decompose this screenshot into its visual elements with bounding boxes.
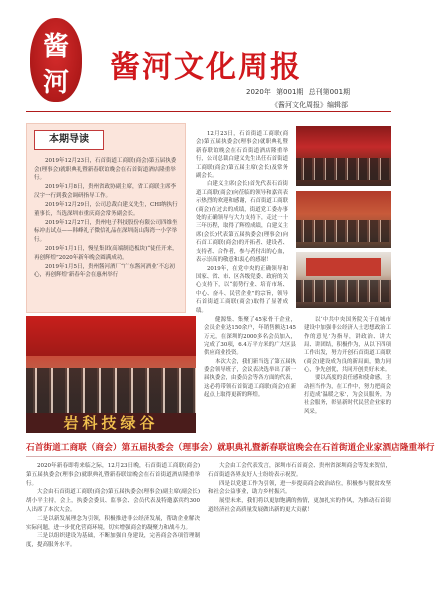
newspaper-title: 酱河文化周报 [110, 50, 302, 85]
top-article-column [196, 130, 288, 315]
article-paragraph: 二是以新发展理念为引领，积极推进非公经济发展，帮助企业解决实际问题，进一步优化营商环境，切实增强商会的凝聚力和战斗力。 [26, 515, 200, 531]
article-paragraph: 白建义主席(会长)首先代表石首街道工商联(商会)向莅临的领导和嘉宾表示热烈的欢迎和感谢，石首街道工商联(商会)在过去的成绩，街道党工委办事处的正确领导与大力支持下，走过一十三年历程，取得了辉煌成绩，白建义主席(会长)代表第五届执委会(理事会)向石首工商联(商会)的开拓者、建设者、支持者、合作者，参与者付出的心血，表示崇高的敬意和衷心的感谢！ [196, 181, 288, 264]
bottom-article-column-2 [208, 462, 391, 515]
article-paragraph: 三是以组织建设为基础，不断加强自身建设，完善商会各项管理制度，提高服务水平。 [26, 533, 200, 549]
photo-banner-text: 岩科技绿谷 [26, 413, 196, 433]
guide-item: 2019年12月23日，石首街道工商联(商会)第五届执委会(理事会)就职典礼暨新春联谊晚会在石首街道酒店隆重举行。 [34, 158, 177, 182]
article-paragraph: 2020年新春即将来临之际，12月23日晚，石首街道工商联(商会)第五届执委会(理事会)就职典礼暨新春联谊晚会在石首街道酒店隆重举行。 [26, 463, 200, 487]
logo-seal-body [30, 18, 82, 102]
guide-item: 2019年12月29日，公司总裁白建义先生，CHI纳执行董事长，当选深圳市重庆商会常务副会长。 [34, 201, 178, 217]
article-paragraph: 本次大会，我们新当选了第五届执委会领导班子，会议表决选举出了新一届执委会，由委员会等各方面的代表，这必将带领石首街道工商联(商会)在新起点上取得更新的辉煌。 [204, 358, 296, 399]
logo-char-1: 酱 [42, 32, 69, 62]
article-paragraph: 展望未来，我们将以更加饱满的热情，更加扎实的作风，为推动石首街道经济社会高质量发展做出新的更大贡献！ [208, 498, 391, 513]
stage-banner [26, 316, 196, 356]
group-photo [26, 316, 196, 433]
event-photo-3 [296, 252, 391, 308]
issue-line [246, 87, 353, 97]
editor-line: 《酱河文化周报》编辑部 [271, 101, 348, 109]
article-headline: 石首街道工商联（商会）第五届执委会（理事会）就职典礼暨新春联谊晚会在石首街道企业家酒店隆重举行 [26, 443, 435, 453]
guide-item: 2019年1月5日，贵州酱河酒厂“广东酱河酒业‘不忘初心，再创辉煌’新春年会在惠州举行 [34, 263, 176, 279]
bottom-article-column-1 [26, 462, 200, 550]
logo-char-2: 河 [42, 68, 69, 98]
middle-article-column-1 [204, 316, 296, 399]
article-paragraph: 健源集、集聚了45家骨干企业，会员企业达150余户，年销售额达145万元，在深圳的2000多名会员加入，完成了30项，6.4万平方米的广大区县供应商业投资。 [204, 317, 296, 357]
group-people [26, 368, 196, 414]
middle-article-column-2 [304, 316, 391, 416]
article-paragraph: 要以高度的责任感和使命感，主动担当作为，在工作中，努力把商会打造成‘温暖之家’，为会员服务，为社会服务，彰显新时代民营企业家的风采。 [304, 375, 391, 415]
logo-seal [26, 18, 86, 102]
guide-text [34, 157, 180, 280]
guide-item: 2019年1月8日，贵州省政协副主席，省工商联主席李汉宇一行到我会调研指导工作。 [34, 184, 176, 199]
article-paragraph: 以‘中共中央国务院关于在城市建设中加强非公经济人士思想政治工作的意见’为指导，讲政治、讲大局、讲团结，积极作为，从以下四项工作出发，努力开创石首街道工商联(商会)建设成为良的新局面，勠力同心，争先创优，共同开创美好未来。 [304, 317, 391, 374]
article-paragraph: 2019年，在党中央的正确领导和国家、省、市、区各级党委、政府的关心支持下，以“弱势行业、培育市场、中心、奋斗、民营企业”的宗旨，领导石首街道工商联(商会)取得了显著成绩。 [196, 265, 288, 314]
issue-number: 第001期 [276, 88, 304, 96]
article-paragraph: 12月23日，石首街道工商联(商会)第五届执委会(理事会)就职典礼暨新春联谊晚会在石首街道酒店隆重举行，公司总裁白建义先生出任石首街道工商联(商会)第五届主席(会长)及常务副会长。 [196, 131, 288, 180]
issue-year: 2020年 [246, 88, 271, 96]
event-photo-1 [296, 126, 391, 186]
guide-item: 2019年1月1日，慢星集团(高端制造板块)“徒任开来，再创辉煌”2020年新年晚会圆满成功。 [34, 245, 178, 261]
event-photo-2 [296, 191, 391, 248]
article-paragraph: 大会由石首街道工商联(商会)第五届执委会(理事会)副主席(副会长)胡小平主持，会上，执委会委员、监事会、会员代表及特邀嘉宾约300人出席了本次大会。 [26, 489, 200, 513]
guide-item: 2019年12月27日，贵州电子科技股份有限公司四维坐标冲击试点——韩峰礼子微信礼品在深圳南山海湾一小学举行。 [34, 219, 178, 243]
headline-rule [26, 456, 391, 457]
masthead-rule [26, 111, 391, 112]
article-paragraph: 四是以党建工作为引领，进一步提高商会政治站位，积极参与脱贫攻坚和社会公益事业，助力乡村振兴。 [208, 480, 391, 496]
guide-heading: 本期导读 [34, 130, 104, 150]
article-paragraph: 大会由工会代表发言，深圳市石首商会、贵州省深圳商会等发来贺信，石首街道各界友好人士纷纷表示祝贺。 [208, 463, 391, 478]
issue-total: 总刊第001期 [308, 88, 351, 96]
